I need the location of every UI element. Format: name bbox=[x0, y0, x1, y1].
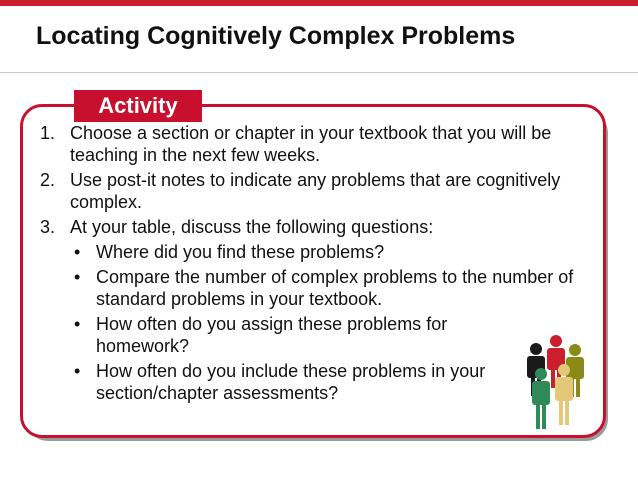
bullet-symbol: • bbox=[74, 242, 81, 262]
sub-bullet-text: How often do you include these problems in your section/chapter assessments? bbox=[96, 361, 486, 403]
list-item-text: Use post-it notes to indicate any problems that are cognitively complex. bbox=[70, 170, 561, 212]
sub-bullet-item bbox=[40, 360, 536, 404]
sub-bullet-text: Compare the number of complex problems to the number of standard problems in your textbook. bbox=[96, 267, 574, 309]
list-item-text: At your table, discuss the following questions: bbox=[70, 217, 434, 237]
sub-bullet-item bbox=[40, 266, 580, 310]
people-group-icon bbox=[522, 332, 588, 432]
sub-bullet-text: Where did you find these problems? bbox=[96, 242, 385, 262]
bullet-symbol: • bbox=[74, 267, 81, 287]
title-divider bbox=[0, 72, 638, 73]
list-number: 1. bbox=[40, 123, 56, 143]
bullet-symbol: • bbox=[74, 314, 81, 334]
list-number: 2. bbox=[40, 170, 56, 190]
activity-list bbox=[40, 122, 580, 407]
page-title: Locating Cognitively Complex Problems bbox=[36, 22, 516, 50]
list-item bbox=[40, 169, 580, 213]
sub-bullet-item bbox=[40, 241, 580, 263]
top-accent-bar bbox=[0, 0, 638, 6]
bullet-symbol: • bbox=[74, 361, 81, 381]
list-item bbox=[40, 122, 580, 166]
list-item-text: Choose a section or chapter in your textbook that you will be teaching in the next few weeks. bbox=[70, 123, 552, 165]
list-item bbox=[40, 216, 580, 238]
sub-bullet-text: How often do you assign these problems for homework? bbox=[96, 314, 448, 356]
list-number: 3. bbox=[40, 217, 56, 237]
sub-bullet-item bbox=[40, 313, 536, 357]
activity-label: Activity bbox=[74, 90, 202, 122]
